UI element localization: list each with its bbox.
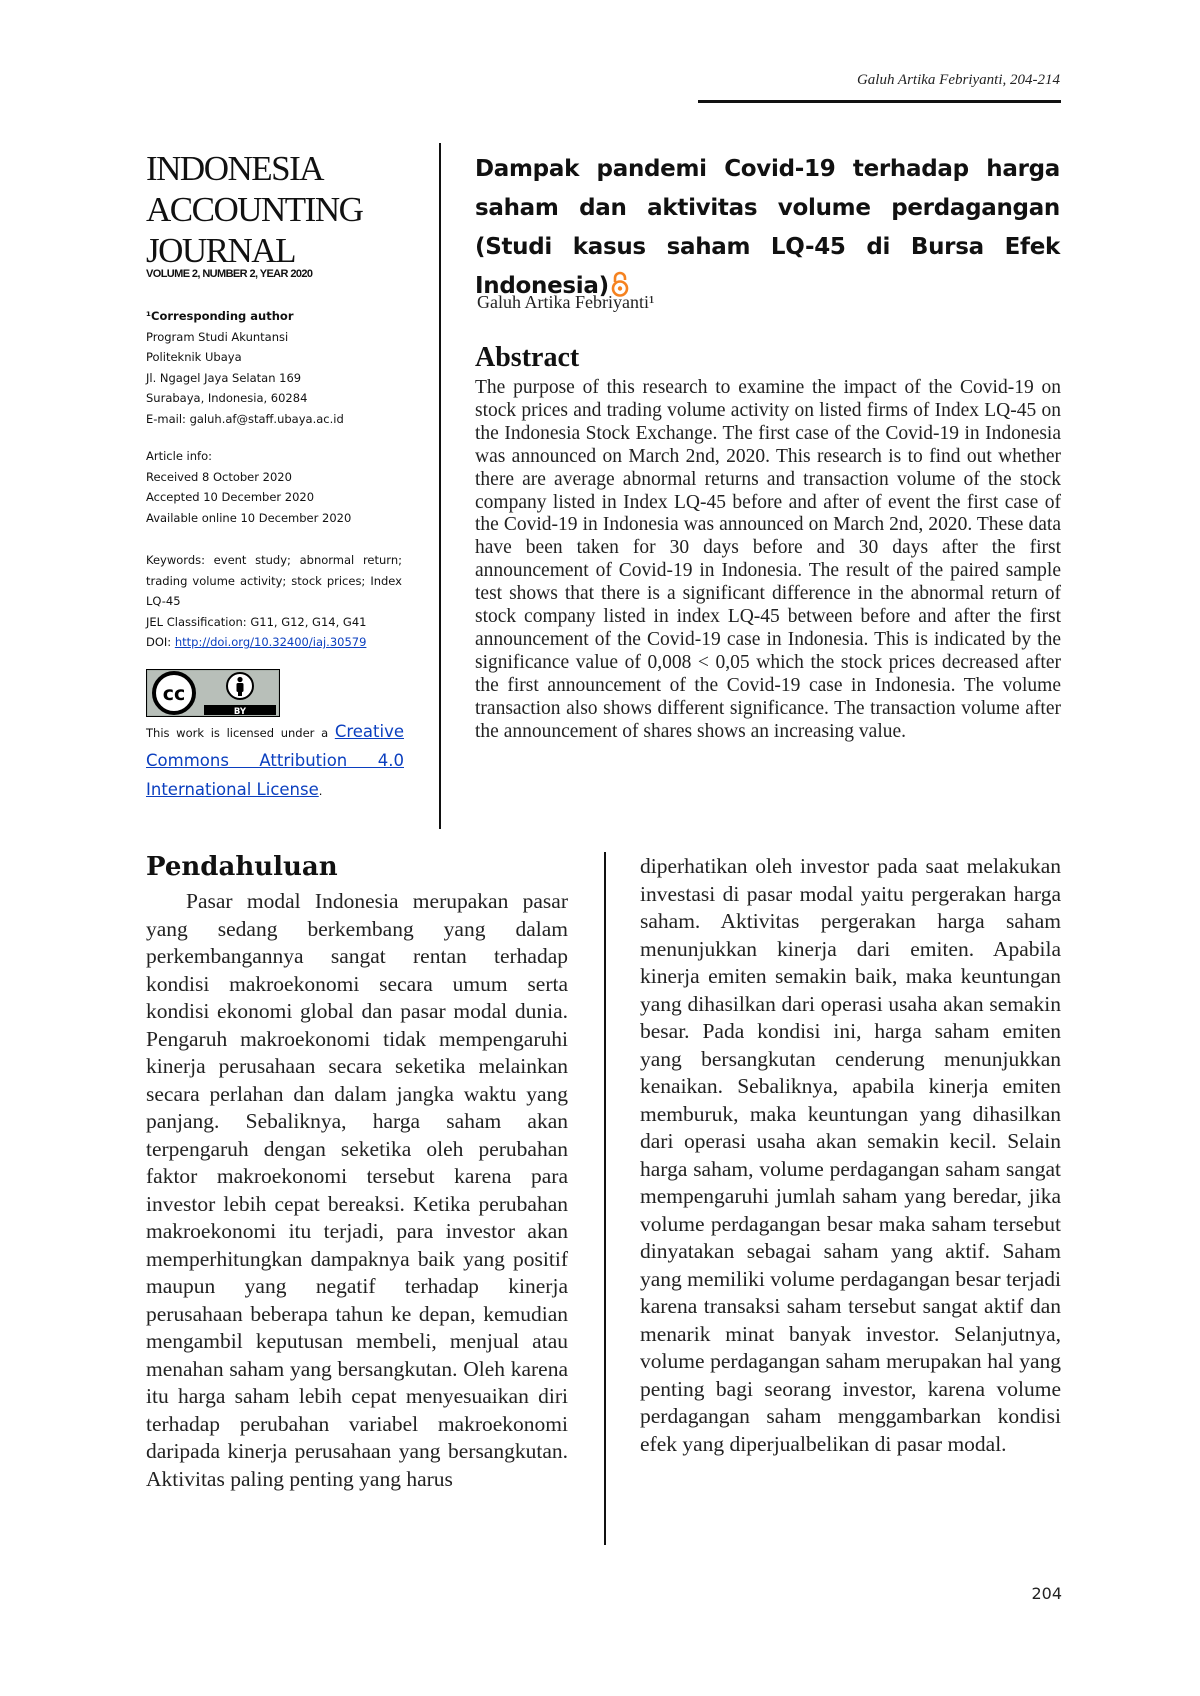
license-suffix: . bbox=[318, 784, 323, 798]
by-label: BY bbox=[233, 707, 247, 717]
abstract-heading: Abstract bbox=[475, 342, 580, 373]
keywords-block bbox=[146, 550, 402, 653]
column-divider-top bbox=[439, 143, 441, 829]
affiliation-line: Surabaya, Indonesia, 60284 bbox=[146, 391, 308, 405]
body-column-left: Pasar modal Indonesia merupakan pasar yang sedang berkembang yang dalam perkembangannya sangat rentan terhadap kondisi makroekonomi secara umum serta kondisi ekonomi global dan pasar modal dunia. Pengaruh makroekonomi tidak mempengaruhi kinerja perusahaan secara seketika melainkan secara perlahan dan dalam jangka waktu yang panjang. Sebaliknya, harga saham akan terpengaruh dengan seketika oleh perubahan faktor makroekonomi tersebut karena para investor lebih cepat bereaksi. Ketika perubahan makroekonomi itu terjadi, para investor akan memperhitungkan dampaknya baik yang positif maupun yang negatif terhadap kinerja perusahaan beberapa tahun ke depan, kemudian mengambil keputusan membeli, menjual atau menahan saham yang bersangkutan. Oleh karena itu harga saham lebih cepat menyesuaikan diri terhadap perubahan variabel makroekonomi daripada kinerja perusahaan yang bersangkutan. Aktivitas paling penting yang harus bbox=[146, 889, 568, 1491]
journal-title-line: JOURNAL bbox=[146, 231, 295, 270]
journal-title bbox=[146, 148, 416, 271]
journal-title-line: ACCOUNTING bbox=[146, 190, 363, 229]
doi-line bbox=[146, 632, 402, 653]
author-info bbox=[146, 306, 406, 429]
corresponding-author-label: ¹Corresponding author bbox=[146, 309, 294, 323]
header-rule bbox=[698, 100, 1061, 103]
body-column-right: diperhatikan oleh investor pada saat melakukan investasi di pasar modal yaitu pergerakan harga saham. Aktivitas pergerakan harga saham menunjukkan kinerja dari emiten. Apabila kinerja emiten semakin baik, maka keuntungan yang dihasilkan dari operasi usaha akan semakin besar. Pada kondisi ini, harga saham emiten yang bersangkutan cenderung menunjukkan kenaikan. Sebaliknya, apabila kinerja emiten memburuk, maka keuntungan yang dihasilkan dari operasi usaha akan semakin kecil. Selain harga saham, volume perdagangan saham sangat mempengaruhi jumlah saham yang beredar, jika volume perdagangan besar maka saham tersebut dinyatakan sebagai saham yang aktif. Saham yang memiliki volume perdagangan besar terjadi karena transaksi saham tersebut sangat aktif dan menarik minat banyak investor. Selanjutnya, volume perdagangan saham merupakan hal yang penting bagi seorang investor, karena volume perdagangan saham menggambarkan kondisi efek yang diperjualbelikan di pasar modal. bbox=[640, 854, 1061, 1456]
cc-by-badge[interactable] bbox=[146, 669, 280, 717]
affiliation-line: Politeknik Ubaya bbox=[146, 350, 242, 364]
article-info bbox=[146, 446, 406, 528]
cc-icon-text: cc bbox=[162, 683, 186, 705]
page-number: 204 bbox=[1031, 1584, 1062, 1603]
received-date: Received 8 October 2020 bbox=[146, 469, 292, 484]
license-link[interactable]: Creative Commons Attribution 4.0 International License bbox=[146, 722, 404, 799]
jel-classification: JEL Classification: G11, G12, G14, G41 bbox=[146, 614, 367, 629]
email-line: E-mail: galuh.af@staff.ubaya.ac.id bbox=[146, 411, 344, 426]
volume-line: VOLUME 2, NUMBER 2, YEAR 2020 bbox=[146, 268, 313, 280]
section-heading: Pendahuluan bbox=[146, 852, 338, 882]
available-date: Available online 10 December 2020 bbox=[146, 510, 352, 525]
journal-title-line: INDONESIA bbox=[146, 149, 324, 188]
affiliation-line: Program Studi Akuntansi bbox=[146, 329, 289, 344]
accepted-date: Accepted 10 December 2020 bbox=[146, 490, 315, 504]
doi-label: DOI: bbox=[146, 635, 175, 649]
article-title bbox=[475, 150, 1060, 310]
running-head: Galuh Artika Febriyanti, 204-214 bbox=[856, 72, 1060, 88]
license-statement bbox=[146, 718, 404, 805]
keywords: Keywords: event study; abnormal return; trading volume activity; stock prices; Index LQ-45 bbox=[146, 553, 402, 608]
article-title-text: Dampak pandemi Covid-19 terhadap harga saham dan aktivitas volume perdagangan (Studi kasus saham LQ-45 di Bursa Efek Indonesia) bbox=[475, 156, 1060, 299]
affiliation-line: Jl. Ngagel Jaya Selatan 169 bbox=[146, 370, 302, 385]
column-divider-body bbox=[604, 852, 606, 1545]
abstract-body: The purpose of this research to examine the impact of the Covid-19 on stock prices and trading volume activity on listed firms of Index LQ-45 on the Indonesia Stock Exchange. The first case of the Covid-19 in Indonesia was announced on March 2nd, 2020. This research is to find out whether there are average abnormal returns and transaction volume of the stock company listed in Index LQ-45 before and after of event the first case of the Covid-19 in Indonesia was announced on March 2nd, 2020. These data have been taken for 30 days before and 30 days after the first announcement of Covid-19 in Indonesia. The result of the paired sample test shows that there is a significant difference in the abnormal return of stock company listed in index LQ-45 between before and after the first announcement of the Covid-19 case in Indonesia. This is indicated by the significance value of 0,008 < 0,05 which the stock prices decreased after the first announcement of the Covid-19 case in Indonesia. The volume transaction also shows different significance. The transaction volume after the announcement of shares shows an increasing value. bbox=[475, 377, 1061, 742]
doi-link[interactable]: http://doi.org/10.32400/iaj.30579 bbox=[174, 635, 367, 649]
article-info-label: Article info: bbox=[146, 449, 212, 463]
author-name: Galuh Artika Febriyanti¹ bbox=[477, 292, 655, 312]
license-prefix: This work is licensed under a bbox=[146, 726, 335, 740]
